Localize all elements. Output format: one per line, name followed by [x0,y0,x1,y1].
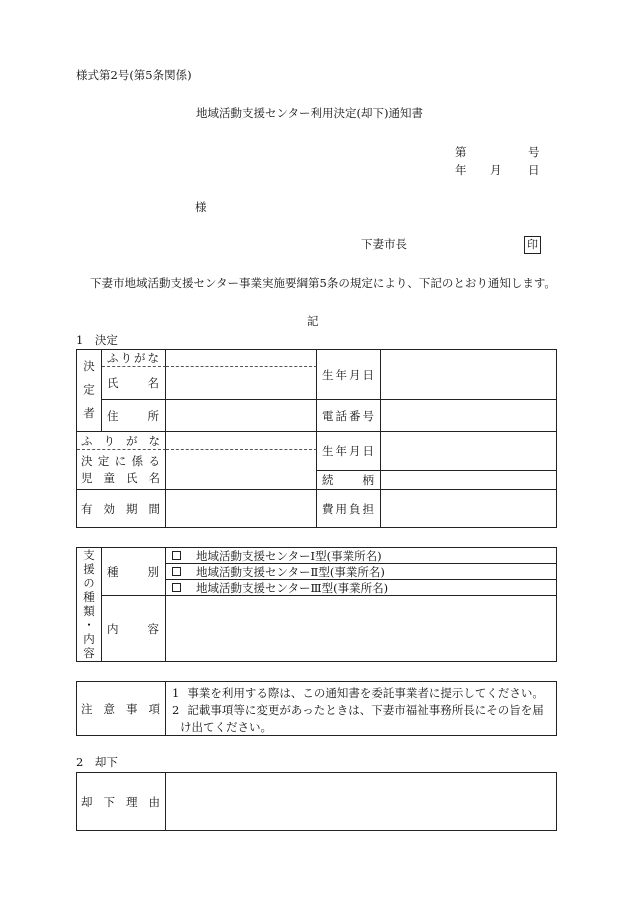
decision-heading: 1 決定 [76,333,118,347]
furigana-value-cell [166,350,317,367]
issuer-name: 下妻市長 [361,237,407,251]
name-label: 氏名 [107,376,159,390]
decision-table [76,349,557,528]
furigana-label-cell [102,350,166,367]
relationship-label: 続柄 [322,473,374,487]
recipient-vertical-label-cell [77,350,102,432]
child-name-label-line2: 児童氏名 [81,470,160,485]
child-name-label-cell [77,450,166,490]
cost-burden-value-cell [381,490,556,527]
rejection-reason-label: 却下理由 [81,794,160,809]
furigana-label: ふりがな [107,351,159,365]
ki-heading: 記 [307,314,319,328]
note-item [172,702,550,736]
birth-date-value-cell [381,350,556,400]
support-table [76,547,557,662]
notes-body [166,682,556,735]
address-label-cell [102,400,166,432]
type-option-1 [166,548,556,564]
cost-burden-label: 費用負担 [322,501,374,516]
checkbox-icon [172,583,181,592]
note-number: 2 [172,703,180,717]
support-vertical-label-cell [77,548,102,661]
content-value-cell [166,596,556,661]
checkbox-icon [172,567,181,576]
birth-date-label-cell [317,350,381,400]
cost-burden-label-cell [317,490,381,527]
valid-period-label: 有効期間 [81,501,160,516]
seal-mark: 印 [527,238,538,251]
note-text: 事業を利用する際は、この通知書を委託事業者に提示してください。 [187,686,544,700]
type-label: 種別 [107,564,159,579]
note-item [172,685,550,702]
rejection-reason-label-cell [77,773,166,830]
type-option-2-label: 地域活動支援センターⅡ型(事業所名) [196,564,385,579]
date-year-label: 年 [455,163,467,177]
seal-box [524,236,541,254]
phone-label-cell [317,400,381,432]
document-title: 地域活動支援センター利用決定(却下)通知書 [196,106,424,120]
notes-table [76,681,557,736]
child-name-label-line1: 決定に係る [81,453,160,468]
child-birth-date-value-cell [381,432,556,471]
rejection-table [76,772,557,831]
valid-period-value-cell [166,490,317,527]
note-number: 1 [172,686,180,700]
date-month-label: 月 [490,163,502,177]
checkbox-icon [172,551,181,560]
valid-period-label-cell [77,490,166,527]
type-option-3-label: 地域活動支援センターⅢ型(事業所名) [196,580,389,595]
address-value-cell [166,400,317,432]
rejection-heading: 2 却下 [76,755,118,769]
notes-label: 注意事項 [81,701,160,716]
number-prefix: 第 [455,145,467,159]
phone-value-cell [381,400,556,432]
notes-label-cell [77,682,166,735]
rejection-reason-value-cell [166,773,556,830]
addressee-honorific: 様 [195,200,207,214]
relationship-label-cell [317,471,381,490]
support-category-label: 支援の種類・内容 [82,549,96,661]
child-furigana-label: ふりがな [81,433,160,448]
form-number: 様式第2号(第5条関係) [76,68,192,82]
content-label-cell [102,596,166,661]
child-furigana-label-cell [77,432,166,450]
address-label: 住所 [107,408,159,423]
note-text: 記載事項等に変更があったときは、下妻市福祉事務所長にその旨を届け出てください。 [180,703,544,734]
body-paragraph: 下妻市地域活動支援センター事業実施要綱第5条の規定により、下記のとおり通知します。 [90,276,556,290]
type-option-2 [166,564,556,580]
birth-date-label: 生年月日 [322,367,374,382]
date-day-label: 日 [528,163,540,177]
name-value-cell [166,367,317,400]
phone-label: 電話番号 [322,408,374,423]
type-option-1-label: 地域活動支援センターⅠ型(事業所名) [196,548,382,563]
child-birth-date-label-cell [317,432,381,471]
type-option-3 [166,580,556,596]
child-name-value-cell [166,450,317,490]
content-label: 内容 [107,621,159,636]
relationship-value-cell [381,471,556,490]
type-label-cell [102,548,166,596]
recipient-label: 決定者 [82,360,96,431]
child-furigana-value-cell [166,432,317,450]
number-suffix: 号 [528,145,540,159]
name-label-cell [102,367,166,400]
child-birth-date-label: 生年月日 [322,444,374,458]
